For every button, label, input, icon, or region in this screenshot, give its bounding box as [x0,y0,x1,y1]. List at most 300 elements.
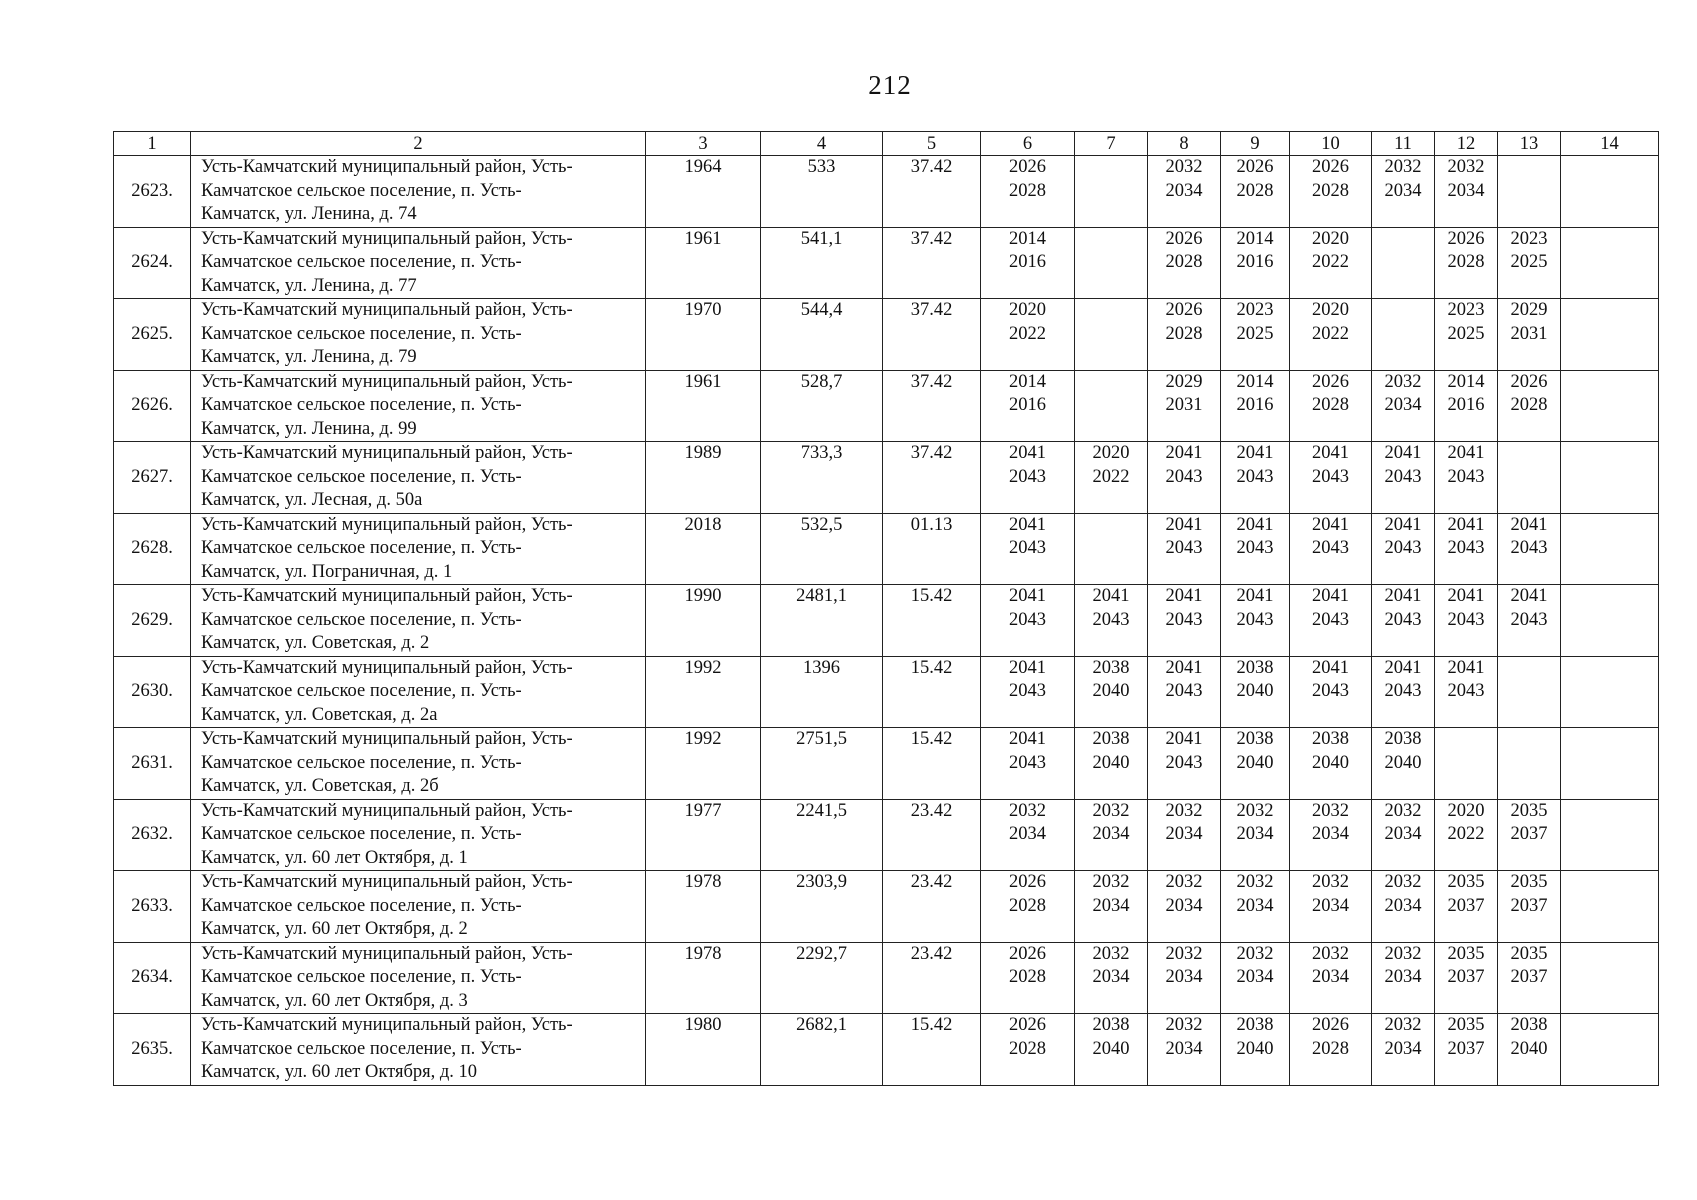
period-year: 2028 [1236,180,1274,201]
period-year: 2041 [1165,729,1203,749]
period-year: 2020 [1312,300,1349,320]
period-cell-c12 [1435,513,1498,585]
code-cell: 01.13 [883,513,981,585]
period-year: 2014 [1009,228,1046,249]
period-cell-c13 [1498,1014,1561,1086]
period-year: 2032 [1384,157,1422,177]
area-cell: 733,3 [761,442,883,514]
address-line: Камчатское сельское поселение, п. Усть- [201,466,522,487]
period-cell-c13 [1498,442,1561,514]
address-line: Камчатск, ул. Советская, д. 2а [201,704,438,725]
period-year: 2026 [1009,872,1046,892]
table-row [114,799,1659,871]
address-line: Усть-Камчатский муниципальный район, Усть- [201,800,573,821]
period-year: 2032 [1165,1015,1203,1035]
row-number-cell: 2625. [114,299,191,371]
period-cell-c14 [1561,728,1659,800]
period-cell-c7 [1075,942,1148,1014]
period-year: 2016 [1236,252,1274,272]
period-year: 2020 [1009,300,1046,320]
address-line: Камчатское сельское поселение, п. Усть- [201,1038,522,1059]
area-cell: 2292,7 [761,942,883,1014]
address-line: Камчатск, ул. 60 лет Октября, д. 2 [201,919,468,939]
period-cell-c9 [1221,156,1290,228]
period-cell-c10 [1290,942,1372,1014]
period-cell-c13 [1498,728,1561,800]
column-header: 7 [1075,132,1148,156]
column-header: 13 [1498,132,1561,156]
period-year: 2043 [1384,681,1422,701]
address-line: Камчатск, ул. Ленина, д. 74 [201,204,417,224]
period-year: 2035 [1510,800,1548,821]
address-line: Усть-Камчатский муниципальный район, Усть- [201,228,573,249]
table-row [114,871,1659,943]
code-cell: 37.42 [883,370,981,442]
period-year: 2025 [1510,252,1548,272]
period-year: 2026 [1312,371,1349,392]
period-year: 2041 [1312,657,1349,678]
address-line: Камчатское сельское поселение, п. Усть- [201,538,522,558]
table-row [114,370,1659,442]
period-cell-c8 [1148,370,1221,442]
period-cell-c6 [981,942,1075,1014]
row-number-cell: 2632. [114,799,191,871]
year-built-cell: 1961 [646,370,761,442]
period-year: 2043 [1009,681,1046,701]
period-cell-c10 [1290,656,1372,728]
period-cell-c11 [1372,156,1435,228]
period-cell-c10 [1290,513,1372,585]
period-year: 2032 [1009,800,1046,821]
address-cell [191,299,646,371]
year-built-cell: 1977 [646,799,761,871]
period-year: 2034 [1165,967,1203,987]
period-year: 2034 [1165,180,1203,201]
period-year: 2043 [1447,466,1485,487]
period-cell-c9 [1221,1014,1290,1086]
period-year: 2038 [1092,729,1130,749]
period-cell-c12 [1435,871,1498,943]
address-cell [191,227,646,299]
period-year: 2037 [1447,967,1485,987]
period-year: 2034 [1384,895,1422,916]
period-year: 2041 [1165,443,1203,463]
row-number-cell: 2634. [114,942,191,1014]
period-cell-c13 [1498,299,1561,371]
period-year: 2020 [1312,228,1349,249]
period-year: 2028 [1510,395,1548,415]
table-row [114,156,1659,228]
period-cell-c14 [1561,227,1659,299]
period-year: 2016 [1009,395,1046,415]
period-year: 2043 [1384,538,1422,558]
code-cell: 15.42 [883,656,981,728]
period-year: 2043 [1236,538,1274,558]
area-cell: 532,5 [761,513,883,585]
period-year: 2026 [1312,157,1349,177]
code-cell: 37.42 [883,299,981,371]
address-line: Усть-Камчатский муниципальный район, Усть- [201,657,573,678]
period-cell-c12 [1435,299,1498,371]
period-year: 2034 [1312,895,1349,916]
period-cell-c14 [1561,942,1659,1014]
address-line: Усть-Камчатский муниципальный район, Усть- [201,300,573,320]
period-year: 2034 [1165,895,1203,916]
year-built-cell: 1990 [646,585,761,657]
period-year: 2028 [1009,180,1046,201]
period-cell-c13 [1498,227,1561,299]
address-line: Усть-Камчатский муниципальный район, Усть- [201,371,573,392]
period-year: 2041 [1384,443,1422,463]
period-cell-c10 [1290,799,1372,871]
period-year: 2035 [1510,872,1548,892]
row-number-cell: 2627. [114,442,191,514]
table-body [114,156,1659,1086]
period-year: 2028 [1165,323,1203,344]
period-year: 2043 [1165,681,1203,701]
period-year: 2026 [1009,157,1046,177]
column-header: 14 [1561,132,1659,156]
period-year: 2016 [1447,395,1485,415]
period-year: 2041 [1510,514,1548,535]
period-year: 2043 [1092,609,1130,630]
period-year: 2032 [1236,943,1274,964]
period-year: 2026 [1236,157,1274,177]
period-year: 2028 [1009,967,1046,987]
address-line: Камчатск, ул. 60 лет Октября, д. 3 [201,990,468,1011]
period-year: 2041 [1447,514,1485,535]
period-year: 2023 [1510,228,1548,249]
period-year: 2032 [1165,157,1203,177]
address-cell [191,871,646,943]
period-cell-c10 [1290,585,1372,657]
period-cell-c6 [981,156,1075,228]
year-built-cell: 1992 [646,656,761,728]
period-year: 2041 [1447,443,1485,463]
year-built-cell: 1970 [646,299,761,371]
period-year: 2041 [1009,514,1046,535]
period-cell-c8 [1148,156,1221,228]
period-year: 2043 [1447,609,1485,630]
period-year: 2038 [1236,1015,1274,1035]
period-year: 2025 [1236,323,1274,344]
period-cell-c13 [1498,656,1561,728]
period-cell-c14 [1561,513,1659,585]
period-year: 2026 [1165,228,1203,249]
area-cell: 2751,5 [761,728,883,800]
period-cell-c12 [1435,799,1498,871]
period-cell-c12 [1435,942,1498,1014]
period-cell-c8 [1148,1014,1221,1086]
period-cell-c12 [1435,728,1498,800]
period-year: 2035 [1447,943,1485,964]
period-year: 2041 [1312,443,1349,463]
period-cell-c11 [1372,1014,1435,1086]
period-year: 2043 [1510,538,1548,558]
period-cell-c9 [1221,227,1290,299]
column-header: 6 [981,132,1075,156]
period-cell-c14 [1561,370,1659,442]
period-year: 2026 [1447,228,1485,249]
period-year: 2041 [1009,657,1046,678]
period-year: 2034 [1384,1038,1422,1059]
table-row [114,442,1659,514]
period-cell-c6 [981,1014,1075,1086]
period-cell-c13 [1498,585,1561,657]
code-cell: 23.42 [883,799,981,871]
column-header: 3 [646,132,761,156]
period-year: 2028 [1312,1038,1349,1059]
period-year: 2029 [1510,300,1548,320]
table-row [114,1014,1659,1086]
address-cell [191,442,646,514]
period-year: 2032 [1312,800,1349,821]
period-year: 2028 [1312,395,1349,415]
table-row [114,585,1659,657]
period-year: 2014 [1009,371,1046,392]
period-year: 2037 [1510,895,1548,916]
period-year: 2043 [1009,752,1046,773]
period-cell-c11 [1372,585,1435,657]
period-year: 2040 [1236,681,1274,701]
code-cell: 15.42 [883,1014,981,1086]
year-built-cell: 2018 [646,513,761,585]
column-header: 11 [1372,132,1435,156]
schedule-table [113,131,1659,1086]
period-year: 2040 [1092,752,1130,773]
period-cell-c7 [1075,370,1148,442]
period-year: 2038 [1312,729,1349,749]
address-line: Камчатск, ул. Пограничная, д. 1 [201,561,453,582]
period-year: 2034 [1092,967,1130,987]
period-cell-c8 [1148,227,1221,299]
period-year: 2032 [1384,800,1422,821]
area-cell: 1396 [761,656,883,728]
period-year: 2043 [1447,538,1485,558]
address-line: Камчатское сельское поселение, п. Усть- [201,752,522,773]
period-cell-c10 [1290,299,1372,371]
period-cell-c13 [1498,871,1561,943]
period-cell-c8 [1148,942,1221,1014]
period-cell-c8 [1148,513,1221,585]
period-cell-c12 [1435,656,1498,728]
period-cell-c14 [1561,799,1659,871]
period-year: 2037 [1510,824,1548,844]
period-cell-c9 [1221,585,1290,657]
period-cell-c11 [1372,799,1435,871]
period-year: 2041 [1009,586,1046,606]
period-cell-c12 [1435,585,1498,657]
area-cell: 544,4 [761,299,883,371]
period-year: 2028 [1009,895,1046,916]
period-cell-c9 [1221,299,1290,371]
period-year: 2034 [1384,967,1422,987]
year-built-cell: 1978 [646,871,761,943]
period-cell-c6 [981,513,1075,585]
period-cell-c12 [1435,156,1498,228]
address-line: Усть-Камчатский муниципальный район, Усть- [201,443,573,463]
address-cell [191,728,646,800]
period-year: 2034 [1236,895,1274,916]
address-cell [191,799,646,871]
period-cell-c7 [1075,799,1148,871]
period-year: 2029 [1165,371,1203,392]
period-year: 2020 [1447,800,1485,821]
period-year: 2041 [1165,586,1203,606]
address-line: Камчатское сельское поселение, п. Усть- [201,681,522,701]
period-year: 2040 [1384,752,1422,773]
area-cell: 533 [761,156,883,228]
period-year: 2032 [1165,872,1203,892]
period-cell-c13 [1498,156,1561,228]
period-year: 2032 [1165,943,1203,964]
period-year: 2028 [1447,252,1485,272]
period-year: 2034 [1236,967,1274,987]
row-number-cell: 2631. [114,728,191,800]
period-year: 2032 [1092,800,1130,821]
period-cell-c7 [1075,585,1148,657]
period-cell-c8 [1148,871,1221,943]
period-cell-c11 [1372,227,1435,299]
period-cell-c6 [981,227,1075,299]
period-year: 2041 [1312,514,1349,535]
address-line: Камчатск, ул. Советская, д. 2б [201,776,439,796]
period-year: 2043 [1236,609,1274,630]
period-cell-c8 [1148,442,1221,514]
period-cell-c12 [1435,370,1498,442]
period-year: 2040 [1312,752,1349,773]
period-cell-c10 [1290,442,1372,514]
period-year: 2034 [1092,895,1130,916]
period-year: 2028 [1009,1038,1046,1059]
period-year: 2032 [1092,872,1130,892]
period-year: 2022 [1312,252,1349,272]
period-year: 2014 [1236,371,1274,392]
period-cell-c9 [1221,656,1290,728]
period-year: 2020 [1092,443,1130,463]
period-cell-c10 [1290,871,1372,943]
period-year: 2016 [1009,252,1046,272]
period-cell-c7 [1075,156,1148,228]
column-header: 10 [1290,132,1372,156]
code-cell: 23.42 [883,942,981,1014]
table-row [114,227,1659,299]
period-year: 2038 [1092,657,1130,678]
period-year: 2034 [1384,180,1422,201]
address-line: Усть-Камчатский муниципальный район, Усть- [201,872,573,892]
period-year: 2035 [1447,1015,1485,1035]
period-year: 2032 [1312,943,1349,964]
period-year: 2043 [1312,681,1349,701]
period-cell-c11 [1372,442,1435,514]
column-header: 8 [1148,132,1221,156]
period-year: 2032 [1236,800,1274,821]
period-year: 2037 [1510,967,1548,987]
period-cell-c7 [1075,442,1148,514]
period-cell-c13 [1498,513,1561,585]
period-cell-c10 [1290,728,1372,800]
period-cell-c9 [1221,799,1290,871]
period-cell-c9 [1221,513,1290,585]
period-year: 2032 [1236,872,1274,892]
address-line: Камчатское сельское поселение, п. Усть- [201,395,522,415]
period-year: 2032 [1092,943,1130,964]
period-year: 2040 [1092,681,1130,701]
period-cell-c6 [981,585,1075,657]
address-line: Камчатское сельское поселение, п. Усть- [201,180,522,201]
period-year: 2023 [1236,300,1274,320]
period-cell-c11 [1372,370,1435,442]
period-cell-c7 [1075,728,1148,800]
period-year: 2041 [1384,586,1422,606]
period-year: 2038 [1236,657,1274,678]
area-cell: 2303,9 [761,871,883,943]
period-year: 2034 [1165,824,1203,844]
period-year: 2034 [1384,395,1422,415]
address-cell [191,513,646,585]
year-built-cell: 1961 [646,227,761,299]
period-cell-c10 [1290,1014,1372,1086]
address-line: Камчатск, ул. Ленина, д. 99 [201,418,417,439]
period-cell-c14 [1561,156,1659,228]
period-year: 2035 [1510,943,1548,964]
address-line: Камчатск, ул. 60 лет Октября, д. 1 [201,847,468,868]
period-cell-c9 [1221,871,1290,943]
period-year: 2038 [1384,729,1422,749]
period-year: 2032 [1312,872,1349,892]
period-cell-c7 [1075,513,1148,585]
period-year: 2034 [1165,1038,1203,1059]
period-cell-c7 [1075,1014,1148,1086]
period-year: 2032 [1384,872,1422,892]
period-cell-c10 [1290,156,1372,228]
period-cell-c12 [1435,442,1498,514]
period-year: 2043 [1165,752,1203,773]
period-year: 2031 [1510,323,1548,344]
period-year: 2043 [1009,538,1046,558]
period-year: 2034 [1236,824,1274,844]
column-header: 4 [761,132,883,156]
period-cell-c7 [1075,871,1148,943]
column-header: 2 [191,132,646,156]
table-row [114,299,1659,371]
period-year: 2028 [1165,252,1203,272]
address-line: Усть-Камчатский муниципальный район, Усть- [201,1015,573,1035]
address-cell [191,942,646,1014]
period-year: 2043 [1312,609,1349,630]
period-year: 2043 [1165,609,1203,630]
period-cell-c6 [981,728,1075,800]
period-year: 2043 [1009,466,1046,487]
row-number-cell: 2624. [114,227,191,299]
row-number-cell: 2633. [114,871,191,943]
table-row [114,728,1659,800]
period-year: 2034 [1384,824,1422,844]
period-year: 2022 [1447,824,1485,844]
period-year: 2014 [1236,228,1274,249]
period-year: 2041 [1384,514,1422,535]
address-cell [191,656,646,728]
period-cell-c9 [1221,370,1290,442]
column-header: 9 [1221,132,1290,156]
period-year: 2041 [1009,443,1046,463]
period-year: 2041 [1092,586,1130,606]
area-cell: 541,1 [761,227,883,299]
period-cell-c10 [1290,227,1372,299]
period-year: 2041 [1384,657,1422,678]
address-line: Камчатское сельское поселение, п. Усть- [201,824,522,844]
table-row [114,942,1659,1014]
